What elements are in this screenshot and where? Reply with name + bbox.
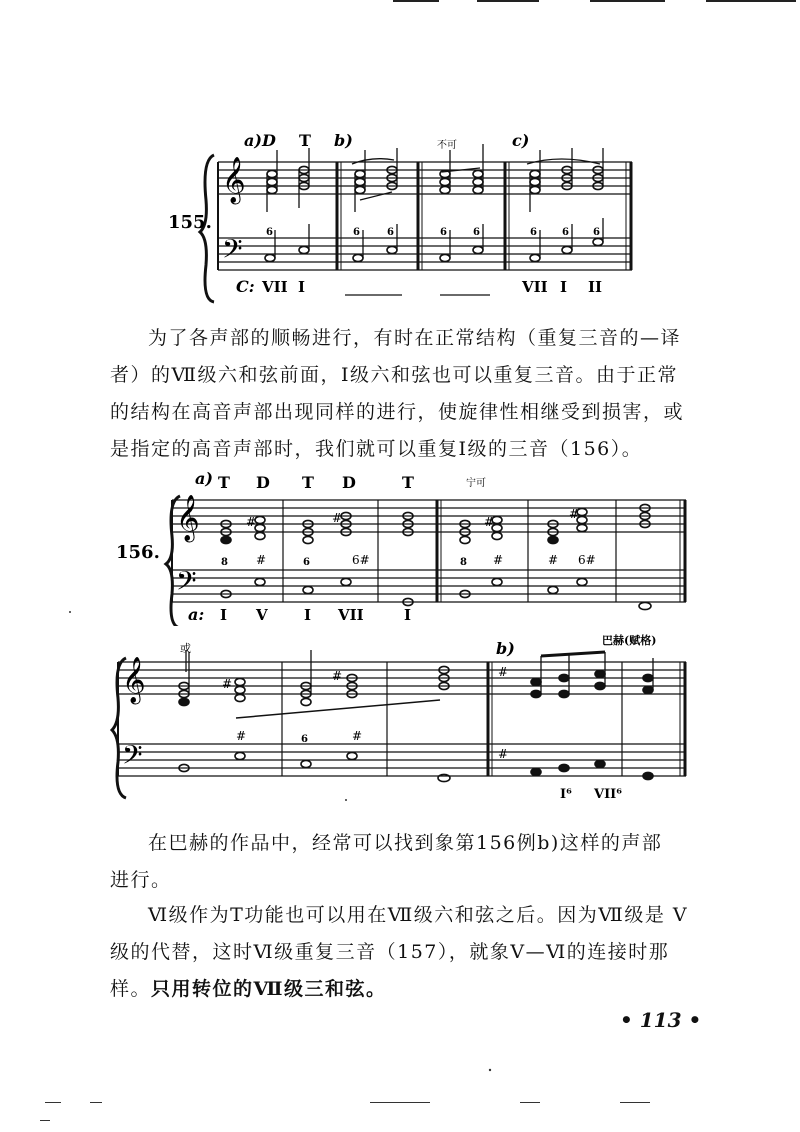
text-line: 是指定的高音声部时，我们就可以重复Ⅰ级的三音（156）。 <box>110 438 643 460</box>
roman-numeral: I <box>298 278 306 296</box>
example-number: 156. <box>116 542 160 563</box>
roman-numeral: VII <box>262 278 288 296</box>
roman-numeral: VII⁶ <box>594 787 622 802</box>
text-line: 为了各声部的顺畅进行，有时在正常结构（重复三音的—译 <box>148 327 682 349</box>
svg-text:#: # <box>332 669 343 683</box>
svg-text:#: # <box>569 507 580 521</box>
function-label: D <box>342 473 356 492</box>
page-number: • 113 • <box>620 1008 702 1032</box>
label-T: T <box>299 131 311 150</box>
treble-clef-icon: 𝄞 <box>222 157 246 203</box>
svg-text:#: # <box>332 511 343 525</box>
key-label: a: <box>188 605 205 624</box>
text-line: 者）的Ⅶ级六和弦前面，Ⅰ级六和弦也可以重复三音。由于正常 <box>110 364 679 386</box>
emphasis-text: 只用转位的Ⅶ级三和弦。 <box>151 978 387 1000</box>
roman-numeral: I <box>560 278 568 296</box>
svg-text:6: 6 <box>266 227 273 238</box>
text-line: 样。 <box>110 978 152 1000</box>
roman-numeral: VII <box>522 278 548 296</box>
function-label: T <box>302 473 314 492</box>
text-line: 在巴赫的作品中，经常可以找到象第156例b)这样的声部 <box>148 832 663 854</box>
label-preferable: 宁可 <box>466 478 486 489</box>
bass-clef-icon: 𝄢 <box>122 739 143 777</box>
label-part-a: a) <box>195 469 213 488</box>
svg-text:6#: 6# <box>578 553 596 567</box>
svg-text:#: # <box>222 677 233 691</box>
svg-text:#: # <box>493 553 504 567</box>
svg-text:#: # <box>236 729 247 743</box>
roman-numeral: II <box>588 278 603 296</box>
svg-text:6: 6 <box>440 227 447 238</box>
key-label: C: <box>236 277 255 296</box>
svg-text:6: 6 <box>530 227 537 238</box>
svg-text:8: 8 <box>221 557 228 568</box>
function-label: T <box>218 473 230 492</box>
svg-text:8: 8 <box>460 557 467 568</box>
svg-text:6: 6 <box>593 227 600 238</box>
svg-text:6: 6 <box>562 227 569 238</box>
label-part-b: b) <box>496 639 515 658</box>
svg-text:#: # <box>498 747 509 761</box>
roman-numeral: VII <box>338 606 364 624</box>
bass-clef-icon: 𝄢 <box>176 565 197 603</box>
treble-clef-icon: 𝄞 <box>122 657 146 703</box>
svg-text:6: 6 <box>353 227 360 238</box>
text-line: Ⅵ级作为T功能也可以用在Ⅶ级六和弦之后。因为Ⅶ级是 Ⅴ <box>148 904 689 926</box>
text-line: 级的代替，这时Ⅵ级重复三音（157），就象Ⅴ—Ⅵ的连接时那 <box>110 941 670 963</box>
label-a-D: a)D <box>244 131 276 150</box>
function-label: T <box>402 473 414 492</box>
svg-text:#: # <box>352 729 363 743</box>
function-label: D <box>256 473 270 492</box>
roman-numeral: I <box>220 606 228 624</box>
label-or: 或 <box>180 642 191 655</box>
svg-text:6: 6 <box>301 734 308 745</box>
label-not-allowed: 不可 <box>437 140 457 151</box>
example-number: 155. <box>168 212 212 233</box>
svg-text:6: 6 <box>303 557 310 568</box>
treble-clef-icon: 𝄞 <box>176 495 200 541</box>
svg-text:6: 6 <box>387 227 394 238</box>
svg-text:#: # <box>484 515 495 529</box>
roman-numeral: I <box>404 606 412 624</box>
svg-text:#: # <box>498 665 509 679</box>
bass-clef-icon: 𝄢 <box>222 233 243 271</box>
label-bach-fugue: 巴赫(赋格) <box>602 634 657 647</box>
label-c: c) <box>512 131 530 150</box>
roman-numeral: I⁶ <box>560 787 572 802</box>
label-b: b) <box>334 131 353 150</box>
roman-numeral: V <box>256 606 268 624</box>
text-line: 进行。 <box>110 869 172 891</box>
svg-text:#: # <box>256 553 267 567</box>
svg-text:6: 6 <box>473 227 480 238</box>
roman-numeral: I <box>304 606 312 624</box>
svg-text:#: # <box>246 515 257 529</box>
svg-text:#: # <box>548 553 559 567</box>
svg-text:6#: 6# <box>352 553 370 567</box>
text-line: 的结构在高音声部出现同样的进行，使旋律性相继受到损害，或 <box>110 401 685 423</box>
